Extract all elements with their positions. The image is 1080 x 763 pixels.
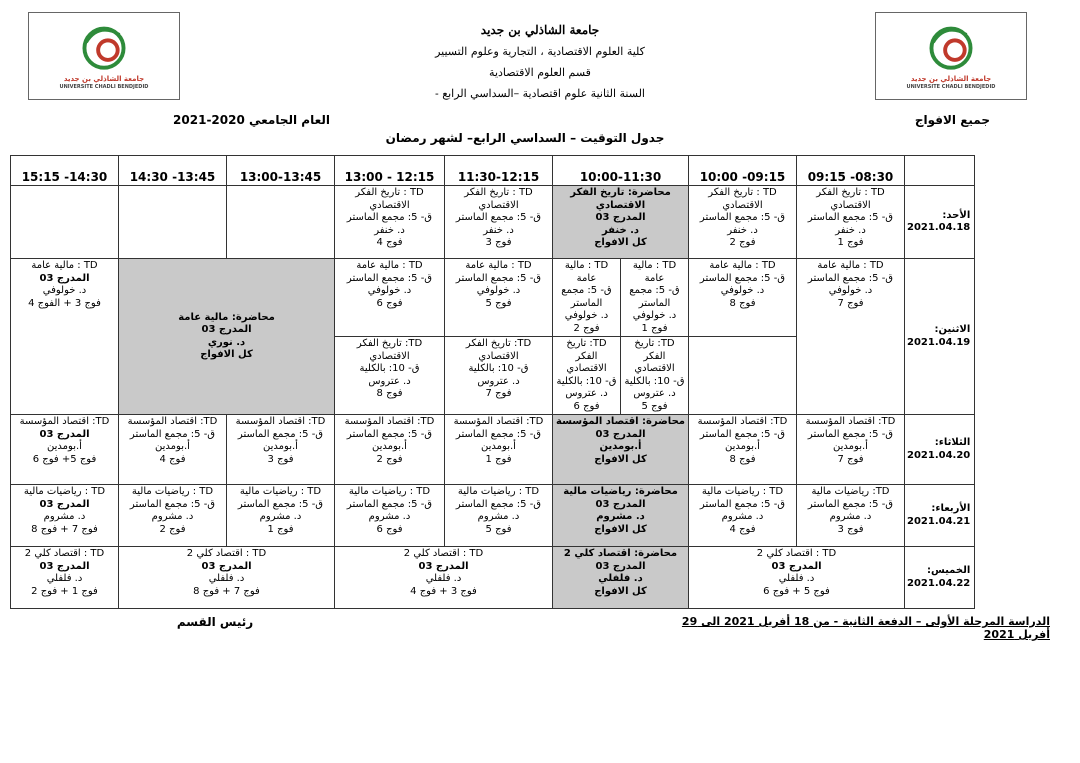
schedule-cell: TD: اقتصاد المؤسسة ق- 5: مجمع الماستر أ.بومدين فوج 4 bbox=[119, 415, 227, 485]
schedule-cell: TD : مالية عامة ق- 5: مجمع الماستر د. خولوفي فوج 1 bbox=[621, 259, 689, 336]
schedule-cell: TD: اقتصاد المؤسسة ق- 5: مجمع الماستر أ.بومدين فوج 2 bbox=[335, 415, 445, 485]
day-label bbox=[905, 259, 975, 415]
empty-cell bbox=[689, 337, 797, 415]
schedule-cell: TD : اقتصاد كلي 2 المدرج 03 د. فلفلي فوج 7 + فوج 8 bbox=[119, 547, 335, 609]
faculty-name: كلية العلوم الاقتصادية ، التجارية وعلوم التسيير bbox=[435, 45, 645, 58]
schedule-cell: TD: اقتصاد المؤسسة ق- 5: مجمع الماستر أ.بومدين فوج 7 bbox=[797, 415, 905, 485]
lecture-cell: محاضرة: تاريخ الفكر الاقتصادي المدرج 03 د. خنفر كل الافواج bbox=[553, 186, 689, 259]
time-slot: 13:45- 14:30 bbox=[119, 156, 227, 186]
time-slot: 09:15- 10:00 bbox=[689, 156, 797, 186]
schedule-cell: TD: اقتصاد المؤسسة ق- 5: مجمع الماستر أ.بومدين فوج 3 bbox=[227, 415, 335, 485]
day-label bbox=[905, 485, 975, 547]
day-name: الأحد: bbox=[942, 209, 971, 221]
time-slot: 14:30- 15:15 bbox=[11, 156, 119, 186]
time-header-row bbox=[11, 156, 975, 186]
split-table bbox=[553, 259, 688, 336]
day-date: 2021.04.21 bbox=[907, 515, 971, 527]
all-groups-label: جميع الافواج bbox=[914, 113, 990, 127]
schedule-cell: TD: تاريخ الفكر الاقتصادي ق- 10: بالكلية د. عتروس فوج 7 bbox=[445, 337, 553, 415]
schedule-cell: TD : تاريخ الفكر الاقتصادي ق- 5: مجمع الماستر د. خنفر فوج 3 bbox=[445, 186, 553, 259]
lecture-cell: محاضرة: اقتصاد المؤسسة المدرج 03 أ.بومدين كل الافواج bbox=[553, 415, 689, 485]
time-slot: 11:30-12:15 bbox=[445, 156, 553, 186]
day-name: الأربعاء: bbox=[931, 503, 971, 514]
day-name: الخميس: bbox=[926, 565, 971, 576]
schedule-cell: TD: اقتصاد المؤسسة ق- 5: مجمع الماستر أ.بومدين فوج 8 bbox=[689, 415, 797, 485]
day-row-thursday bbox=[11, 547, 975, 609]
empty-cell bbox=[119, 186, 227, 259]
day-row-wednesday bbox=[11, 485, 975, 547]
day-name: الاثنين: bbox=[934, 324, 971, 335]
schedule-cell: TD: تاريخ الفكر الاقتصادي ق- 10: بالكلية د. عتروس فوج 8 bbox=[335, 337, 445, 415]
schedule-cell: TD : اقتصاد كلي 2 المدرج 03 د. فلفلي فوج 3 + فوج 4 bbox=[335, 547, 553, 609]
schedule-title: جدول التوقيت – السداسي الرابع– لشهر رمضان bbox=[385, 131, 665, 145]
schedule-cell: TD : رياضيات مالية ق- 5: مجمع الماستر د. مشروم فوج 4 bbox=[689, 485, 797, 547]
university-logo-left bbox=[28, 12, 180, 100]
department-head-label: رئيس القسم bbox=[176, 615, 254, 629]
schedule-cell: TD : مالية عامة ق- 5: مجمع الماستر د. خولوفي فوج 5 bbox=[445, 259, 553, 337]
schedule-cell: TD : مالية عامة المدرج 03 د. خولوفي فوج 3 + الفوج 4 bbox=[11, 259, 119, 415]
lecture-cell: محاضرة: مالية عامة المدرج 03 د. نوري كل الافواج bbox=[119, 259, 335, 415]
logo-latin-text: UNIVERSITE CHADLI BENDJEDID bbox=[59, 84, 149, 90]
schedule-cell: TD: اقتصاد المؤسسة المدرج 03 أ.بومدين فوج 5+ فوج 6 bbox=[11, 415, 119, 485]
schedule-cell: TD : تاريخ الفكر الاقتصادي ق- 5: مجمع الماستر د. خنفر فوج 1 bbox=[797, 186, 905, 259]
day-label bbox=[905, 547, 975, 609]
schedule-cell: TD : اقتصاد كلي 2 المدرج 03 د. فلفلي فوج 1 + فوج 2 bbox=[11, 547, 119, 609]
academic-year: العام الجامعي 2020-2021 bbox=[173, 113, 330, 127]
day-row-monday bbox=[11, 259, 975, 337]
schedule-cell: TD : مالية عامة ق- 5: مجمع الماستر د. خولوفي فوج 8 bbox=[689, 259, 797, 337]
university-name: جامعة الشاذلي بن جديد bbox=[480, 23, 600, 37]
schedule-cell: TD : رياضيات مالية ق- 5: مجمع الماستر د. مشروم فوج 1 bbox=[227, 485, 335, 547]
schedule-cell: TD: رياضيات مالية ق- 5: مجمع الماستر د. مشروم فوج 3 bbox=[797, 485, 905, 547]
logo-latin-text: UNIVERSITE CHADLI BENDJEDID bbox=[906, 84, 996, 90]
day-name: الثلاثاء: bbox=[934, 437, 971, 448]
time-slot: 08:30- 09:15 bbox=[797, 156, 905, 186]
day-date: 2021.04.19 bbox=[907, 336, 971, 348]
schedule-cell: TD: تاريخ الفكر الاقتصادي ق- 10: بالكلية د. عتروس فوج 5 bbox=[621, 337, 689, 414]
split-cell bbox=[553, 337, 689, 415]
day-date: 2021.04.18 bbox=[907, 222, 971, 233]
schedule-cell: TD : تاريخ الفكر الاقتصادي ق- 5: مجمع الماستر د. خنفر فوج 2 bbox=[689, 186, 797, 259]
day-row-sunday bbox=[11, 186, 975, 259]
schedule-table bbox=[10, 155, 975, 609]
study-period-note: الدراسة المرحلة الأولى – الدفعة الثانية - من 18 أفريل 2021 الى 29 أفريل 2021 bbox=[681, 615, 1050, 641]
corner-cell bbox=[905, 156, 975, 186]
university-logo-right bbox=[875, 12, 1027, 100]
schedule-cell: TD : مالية عامة ق- 5: مجمع الماستر د. خولوفي فوج 7 bbox=[797, 259, 905, 415]
lecture-cell: محاضرة: رياضيات مالية المدرج 03 د. مشروم كل الافواج bbox=[553, 485, 689, 547]
schedule-cell: TD : مالية عامة ق- 5: مجمع الماستر د. خولوفي فوج 6 bbox=[335, 259, 445, 337]
empty-cell bbox=[11, 186, 119, 259]
schedule-cell: TD: تاريخ الفكر الاقتصادي ق- 10: بالكلية د. عتروس فوج 6 bbox=[556, 338, 617, 412]
time-slot: 13:00-13:45 bbox=[227, 156, 335, 186]
time-slot: 10:00-11:30 bbox=[553, 156, 689, 186]
schedule-cell: TD : رياضيات مالية ق- 5: مجمع الماستر د. مشروم فوج 5 bbox=[445, 485, 553, 547]
schedule-cell: TD: اقتصاد المؤسسة ق- 5: مجمع الماستر أ.بومدين فوج 1 bbox=[445, 415, 553, 485]
split-table bbox=[553, 337, 688, 414]
schedule-cell: TD : تاريخ الفكر الاقتصادي ق- 5: مجمع الماستر د. خنفر فوج 4 bbox=[335, 186, 445, 259]
day-row-tuesday bbox=[11, 415, 975, 485]
day-label bbox=[905, 186, 975, 259]
schedule-cell: TD : رياضيات مالية المدرج 03 د. مشروم فوج 7 + فوج 8 bbox=[11, 485, 119, 547]
document-header bbox=[380, 20, 700, 104]
department-name: قسم العلوم الاقتصادية bbox=[489, 66, 591, 79]
day-label bbox=[905, 415, 975, 485]
day-date: 2021.04.22 bbox=[907, 577, 971, 589]
schedule-cell: TD : رياضيات مالية ق- 5: مجمع الماستر د. مشروم فوج 6 bbox=[335, 485, 445, 547]
empty-cell bbox=[227, 186, 335, 259]
schedule-cell: TD : مالية عامة ق- 5: مجمع الماستر د. خولوفي فوج 2 bbox=[561, 260, 612, 334]
split-cell bbox=[553, 259, 689, 337]
day-date: 2021.04.20 bbox=[907, 449, 971, 461]
level-name: السنة الثانية علوم اقتصادية –السداسي الرابع - bbox=[435, 87, 645, 100]
logo-arabic-text: جامعة الشاذلي بن جديد bbox=[910, 75, 992, 83]
time-slot: 12:15 - 13:00 bbox=[335, 156, 445, 186]
logo-arabic-text: جامعة الشاذلي بن جديد bbox=[63, 75, 145, 83]
lecture-cell: محاضرة: اقتصاد كلي 2 المدرج 03 د. فلفلي كل الافواج bbox=[553, 547, 689, 609]
schedule-cell: TD : اقتصاد كلي 2 المدرج 03 د. فلفلي فوج 5 + فوج 6 bbox=[689, 547, 905, 609]
schedule-cell: TD : رياضيات مالية ق- 5: مجمع الماستر د. مشروم فوج 2 bbox=[119, 485, 227, 547]
